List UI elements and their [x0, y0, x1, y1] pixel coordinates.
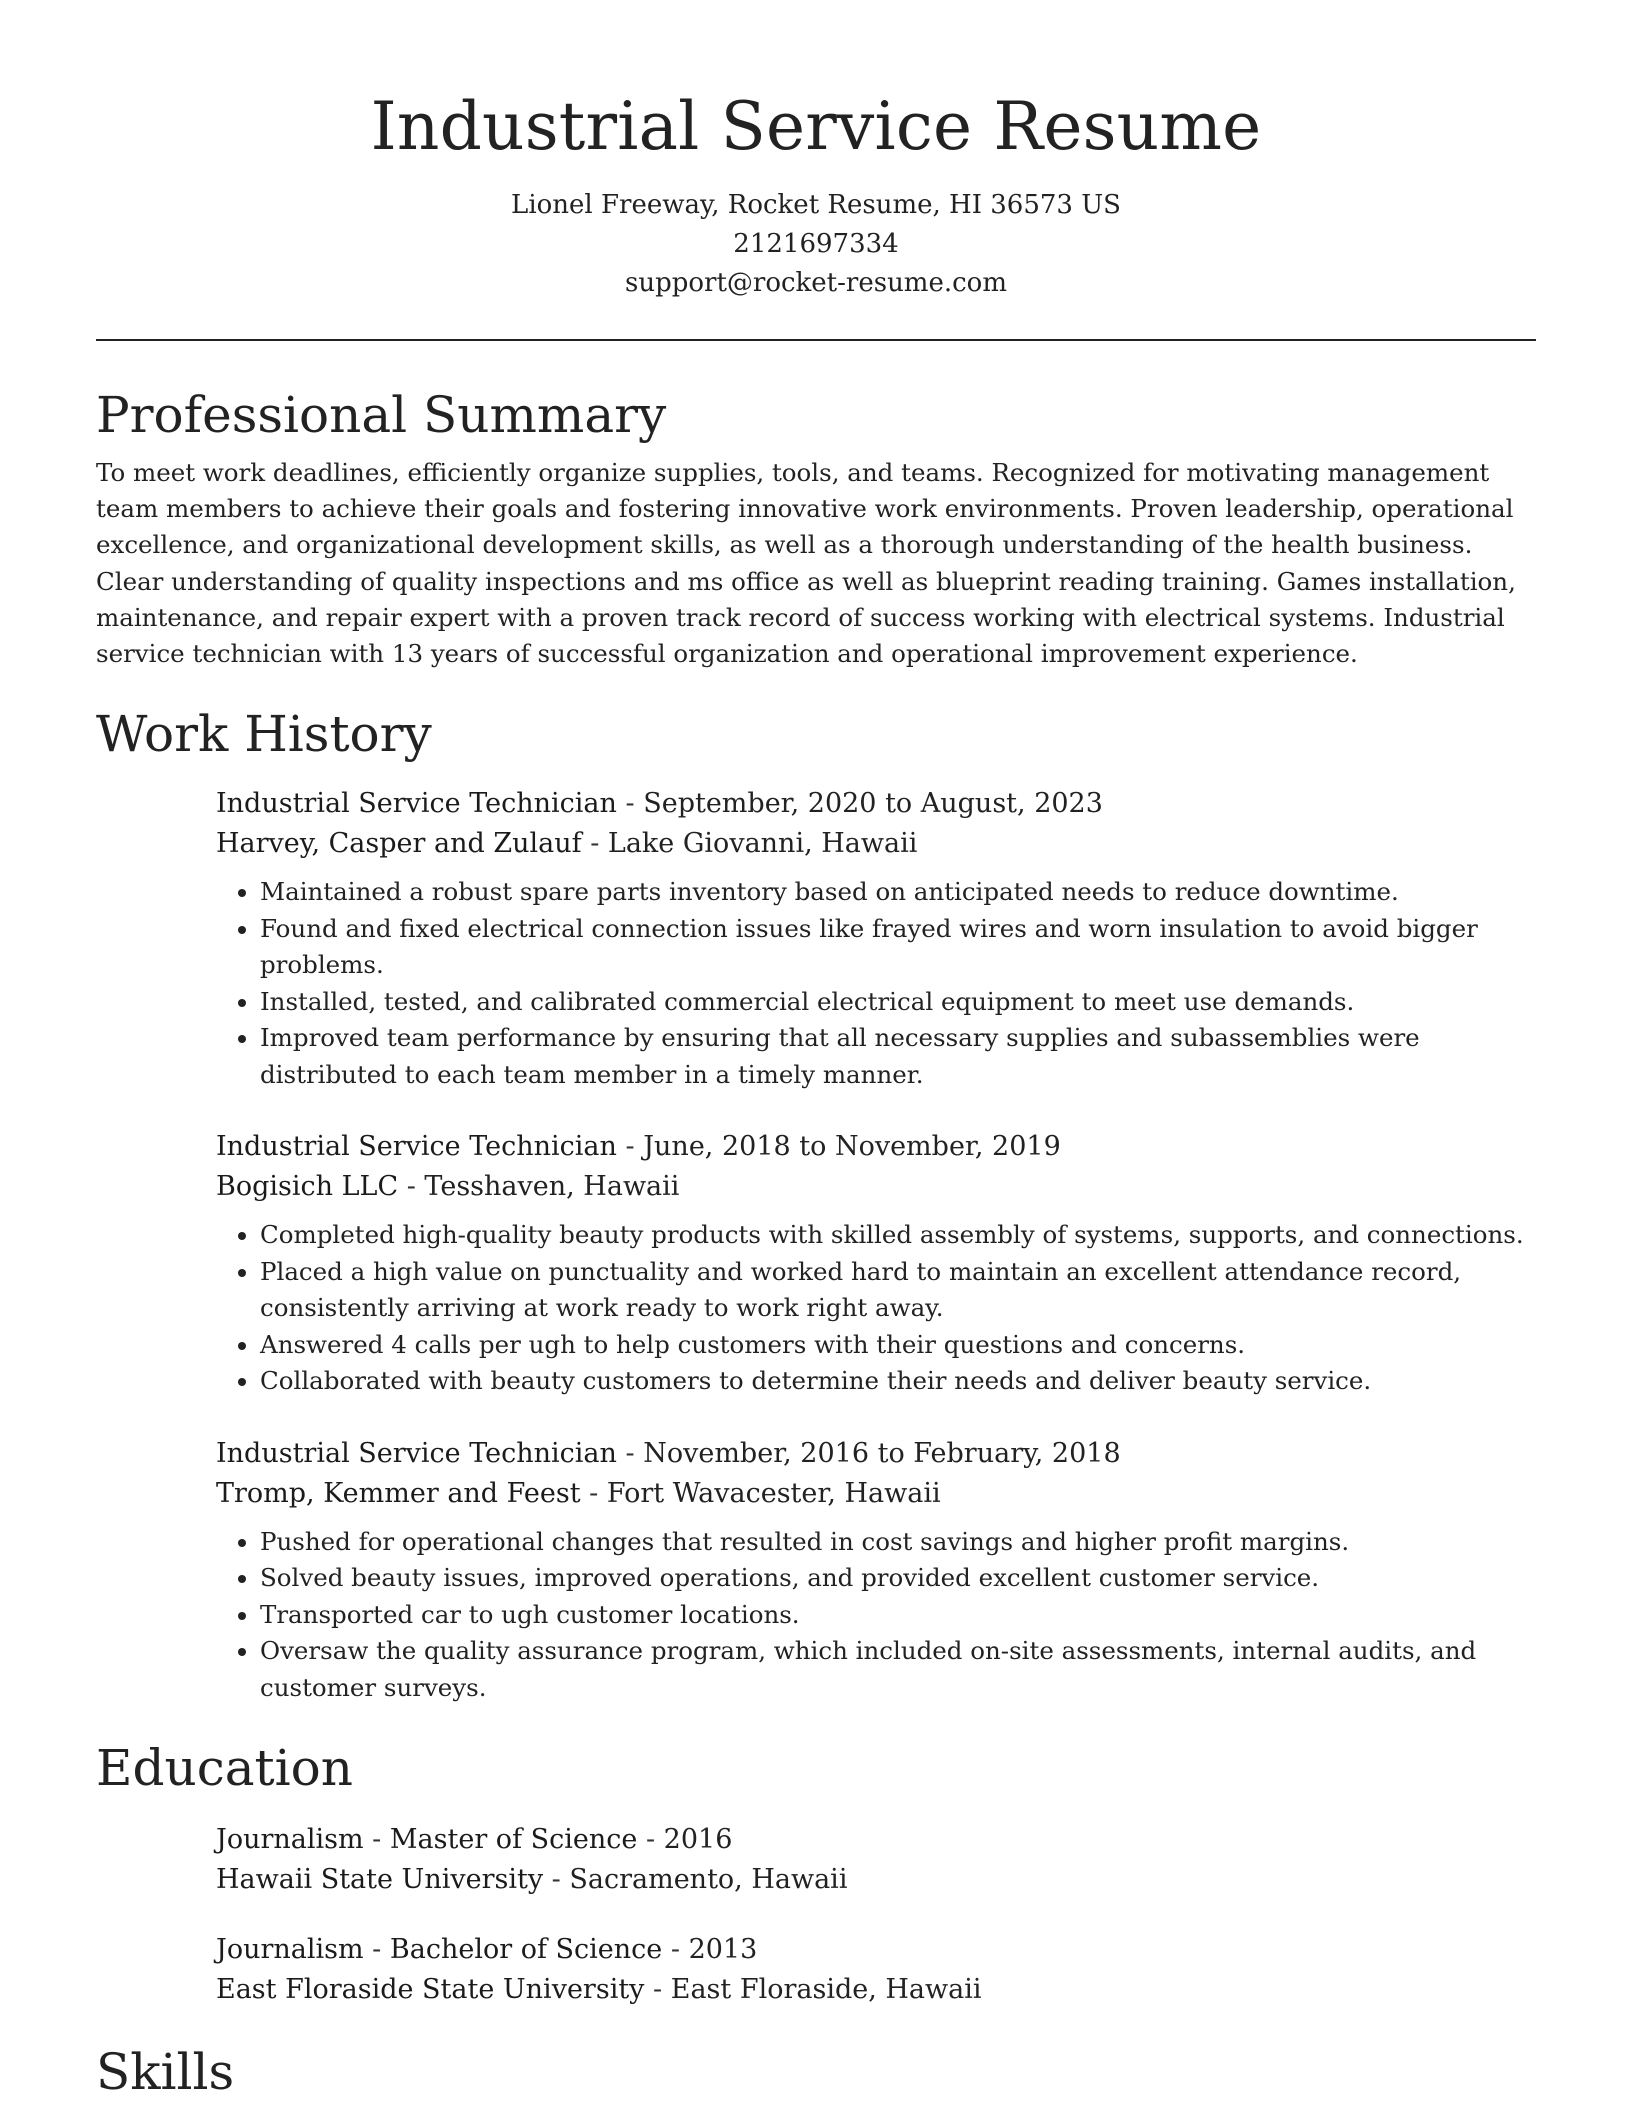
- contact-email: support@rocket-resume.com: [624, 268, 1007, 298]
- job-company: Harvey, Casper and Zulauf: [216, 828, 582, 860]
- job-role: Industrial Service Technician: [216, 1131, 617, 1163]
- job-title-line: [216, 1434, 1536, 1474]
- separator: -: [644, 1974, 671, 2006]
- job-bullet: • Completed high-quality beauty products with skilled assembly of systems, supports, and connections.: [260, 1217, 1536, 1254]
- job-bullet: • Improved team performance by ensuring that all necessary supplies and subassemblies were distributed to each team member in a timely manner.: [260, 1020, 1536, 1093]
- education-location: East Floraside, Hawaii: [670, 1974, 982, 2006]
- job-bullet: • Placed a high value on punctuality and worked hard to maintain an excellent attendance record, consistently arriving at work ready to work right away.: [260, 1254, 1536, 1327]
- education-section: [96, 1738, 1536, 2010]
- separator: -: [398, 1171, 425, 1203]
- education-school-line: [216, 1970, 1536, 2010]
- job-company-line: [216, 824, 1536, 864]
- summary-section: [96, 385, 1536, 672]
- summary-heading: Professional Summary: [96, 386, 667, 444]
- resume-title: Industrial Service Resume: [370, 88, 1262, 165]
- job-bullet: • Transported car to ugh customer locations.: [260, 1597, 1536, 1634]
- job-dates: June, 2018 to November, 2019: [643, 1131, 1061, 1163]
- education-entry: [216, 1930, 1536, 2010]
- resume-page: [96, 0, 1536, 2102]
- skills-section: [96, 2042, 1536, 2102]
- education-year: 2016: [663, 1824, 733, 1856]
- education-school-line: [216, 1860, 1536, 1900]
- education-degree-line: [216, 1930, 1536, 1970]
- header-divider: [96, 339, 1536, 341]
- separator: -: [616, 1131, 644, 1163]
- separator: -: [637, 1824, 664, 1856]
- job-entry: [216, 1434, 1536, 1707]
- separator: -: [662, 1934, 689, 1966]
- job-bullets: [216, 1217, 1536, 1400]
- education-degree-line: [216, 1820, 1536, 1860]
- job-bullets: [216, 874, 1536, 1093]
- job-company-line: [216, 1474, 1536, 1514]
- education-degree: Bachelor of Science: [389, 1934, 663, 1966]
- separator: -: [581, 828, 608, 860]
- job-location: Lake Giovanni, Hawaii: [607, 828, 918, 860]
- education-location: Sacramento, Hawaii: [569, 1864, 848, 1896]
- job-bullet: • Installed, tested, and calibrated commercial electrical equipment to meet use demands.: [260, 984, 1536, 1021]
- skills-heading: Skills: [96, 2043, 235, 2102]
- job-company: Tromp, Kemmer and Feest: [216, 1477, 581, 1509]
- resume-header: [96, 0, 1536, 303]
- separator: -: [580, 1477, 607, 1509]
- job-role: Industrial Service Technician: [216, 1437, 617, 1469]
- separator: -: [616, 1437, 644, 1469]
- separator: -: [616, 788, 644, 820]
- job-company-line: [216, 1167, 1536, 1207]
- job-bullet: • Found and fixed electrical connection issues like frayed wires and worn insulation to avoid bigger problems.: [260, 911, 1536, 984]
- job-location: Tesshaven, Hawaii: [424, 1171, 680, 1203]
- contact-phone: 2121697334: [733, 229, 899, 259]
- summary-text: To meet work deadlines, efficiently organize supplies, tools, and teams. Recognized for motivating management team members to achieve their goals and fostering innovative work environments. Proven leadership, operational excellence, and organizational development skills, as well as a thorough understanding of the health business. Clear understanding of quality inspections and ms office as well as blueprint reading training. Games installation, maintenance, and repair expert with a proven track record of success working with electrical systems. Industrial service technician with 13 years of successful organization and operational improvement experience.: [96, 458, 1516, 669]
- job-company: Bogisich LLC: [216, 1171, 399, 1203]
- job-title-line: [216, 784, 1536, 824]
- education-field: Journalism: [216, 1824, 364, 1856]
- job-bullet: • Collaborated with beauty customers to determine their needs and deliver beauty service.: [260, 1363, 1536, 1400]
- job-bullets: [216, 1524, 1536, 1707]
- separator: -: [543, 1864, 570, 1896]
- education-school: East Floraside State University: [216, 1974, 645, 2006]
- job-bullet: • Oversaw the quality assurance program, which included on-site assessments, internal audits, and customer surveys.: [260, 1633, 1536, 1706]
- job-title-line: [216, 1127, 1536, 1167]
- education-degree: Master of Science: [389, 1824, 638, 1856]
- job-entry: [216, 784, 1536, 1093]
- separator: -: [363, 1824, 390, 1856]
- education-heading: Education: [96, 1739, 353, 1798]
- separator: -: [363, 1934, 390, 1966]
- work-history-section: [96, 704, 1536, 1706]
- job-location: Fort Wavacester, Hawaii: [606, 1477, 941, 1509]
- job-bullet: • Answered 4 calls per ugh to help customers with their questions and concerns.: [260, 1327, 1536, 1364]
- job-bullet: • Maintained a robust spare parts inventory based on anticipated needs to reduce downtime.: [260, 874, 1536, 911]
- education-school: Hawaii State University: [216, 1864, 544, 1896]
- education-year: 2013: [688, 1934, 758, 1966]
- education-entry: [216, 1820, 1536, 1900]
- work-history-heading: Work History: [96, 705, 432, 764]
- job-dates: November, 2016 to February, 2018: [643, 1437, 1121, 1469]
- contact-address: Lionel Freeway, Rocket Resume, HI 36573 US: [511, 190, 1121, 220]
- job-role: Industrial Service Technician: [216, 788, 617, 820]
- job-bullet: • Solved beauty issues, improved operations, and provided excellent customer service.: [260, 1560, 1536, 1597]
- education-field: Journalism: [216, 1934, 364, 1966]
- job-dates: September, 2020 to August, 2023: [643, 788, 1103, 820]
- job-bullet: • Pushed for operational changes that resulted in cost savings and higher profit margins.: [260, 1524, 1536, 1561]
- job-entry: [216, 1127, 1536, 1400]
